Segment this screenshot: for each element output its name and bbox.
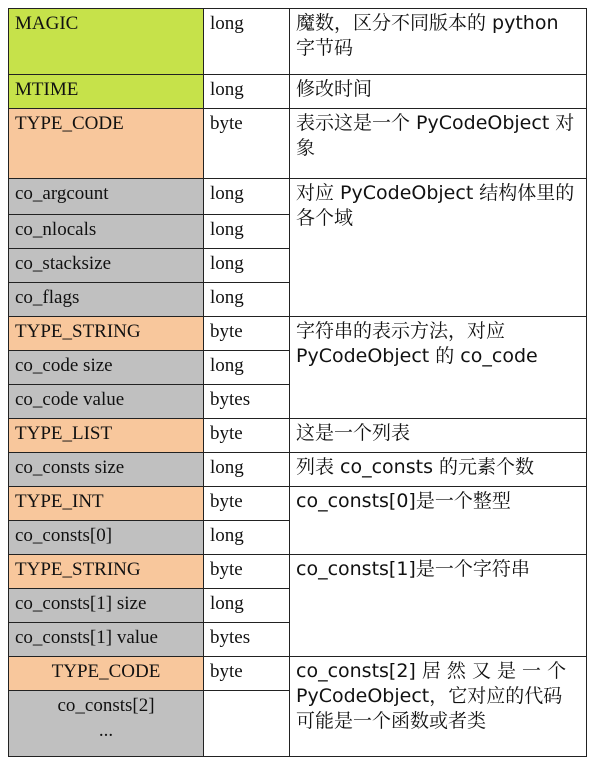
field-ellipsis: ... <box>98 720 114 741</box>
field-cell: TYPE_STRING <box>9 317 204 351</box>
type-cell <box>204 691 290 757</box>
field-cell: co_consts[1] value <box>9 623 204 657</box>
table-row <box>9 9 587 75</box>
desc-cell: 魔数，区分不同版本的 python 字节码 <box>290 9 587 75</box>
type-cell: byte <box>204 555 290 589</box>
table-row <box>9 487 587 521</box>
field-cell: MTIME <box>9 75 204 109</box>
field-cell: co_consts[0] <box>9 521 204 555</box>
table-row <box>9 555 587 589</box>
field-cell: TYPE_CODE <box>9 109 204 179</box>
type-cell: byte <box>204 657 290 691</box>
table-row <box>9 75 587 109</box>
field-cell: co_code value <box>9 385 204 419</box>
type-cell: long <box>204 453 290 487</box>
field-cell: TYPE_LIST <box>9 419 204 453</box>
type-cell: long <box>204 179 290 215</box>
desc-cell: co_consts[2] 居 然 又 是 一 个 PyCodeObject，它对应的代码可能是一个函数或者类 <box>290 657 587 757</box>
type-cell: long <box>204 521 290 555</box>
table-row <box>9 453 587 487</box>
type-cell: long <box>204 9 290 75</box>
field-cell: co_consts size <box>9 453 204 487</box>
type-cell: long <box>204 249 290 283</box>
type-cell: long <box>204 589 290 623</box>
desc-cell: 表示这是一个 PyCodeObject 对象 <box>290 109 587 179</box>
table-row <box>9 179 587 215</box>
type-cell: bytes <box>204 623 290 657</box>
field-name: co_consts[2] <box>57 695 155 716</box>
field-cell: co_nlocals <box>9 215 204 249</box>
type-cell: byte <box>204 317 290 351</box>
desc-cell: 修改时间 <box>290 75 587 109</box>
field-cell: TYPE_CODE <box>9 657 204 691</box>
field-cell: TYPE_INT <box>9 487 204 521</box>
desc-cell: co_consts[1]是一个字符串 <box>290 555 587 657</box>
type-cell: byte <box>204 419 290 453</box>
type-cell: long <box>204 75 290 109</box>
desc-cell: 对应 PyCodeObject 结构体里的各个域 <box>290 179 587 317</box>
table-row <box>9 419 587 453</box>
field-cell: co_stacksize <box>9 249 204 283</box>
table-row <box>9 317 587 351</box>
field-cell: TYPE_STRING <box>9 555 204 589</box>
field-cell <box>9 691 204 757</box>
desc-cell: 列表 co_consts 的元素个数 <box>290 453 587 487</box>
field-cell: co_argcount <box>9 179 204 215</box>
type-cell: long <box>204 215 290 249</box>
field-cell: co_code size <box>9 351 204 385</box>
field-cell: co_flags <box>9 283 204 317</box>
type-cell: long <box>204 351 290 385</box>
field-cell: co_consts[1] size <box>9 589 204 623</box>
type-cell: byte <box>204 109 290 179</box>
field-cell: MAGIC <box>9 9 204 75</box>
desc-cell: co_consts[0]是一个整型 <box>290 487 587 555</box>
table-row <box>9 657 587 691</box>
type-cell: long <box>204 283 290 317</box>
desc-cell: 字符串的表示方法，对应 PyCodeObject 的 co_code <box>290 317 587 419</box>
pyc-format-table <box>8 8 587 757</box>
type-cell: byte <box>204 487 290 521</box>
table-row <box>9 109 587 179</box>
type-cell: bytes <box>204 385 290 419</box>
desc-cell: 这是一个列表 <box>290 419 587 453</box>
